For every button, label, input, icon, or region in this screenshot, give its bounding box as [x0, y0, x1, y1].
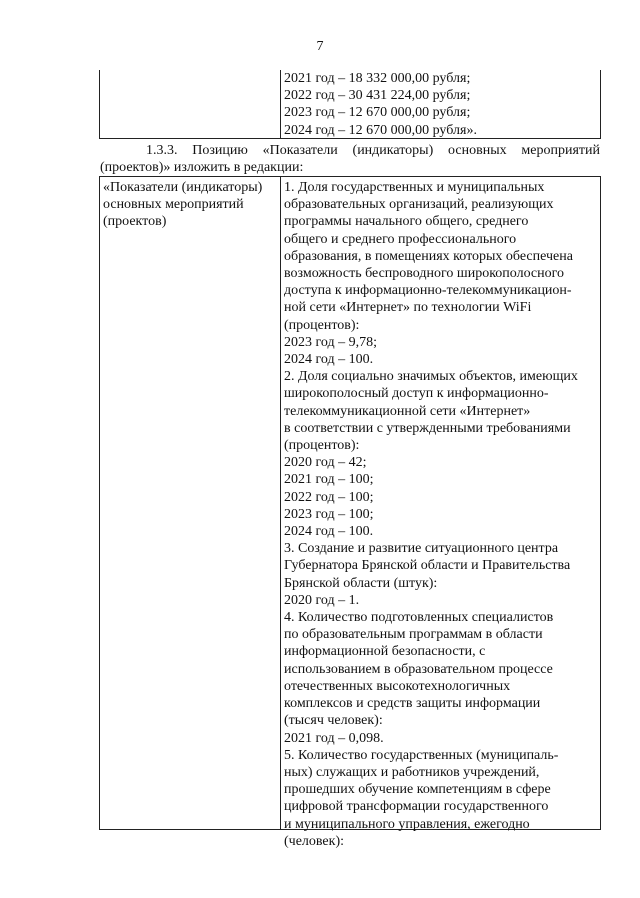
page-number: 7 — [316, 39, 324, 54]
indicator-line: 3. Создание и развитие ситуационного центра — [284, 541, 559, 557]
paragraph-word: «Показатели — [262, 143, 338, 158]
indicator-line: прошедших обучение компетенциям в сфере — [284, 782, 551, 798]
indicator-line: ных) служащих и работников учреждений, — [284, 764, 540, 780]
indicator-line: Брянской области (штук): — [284, 575, 438, 591]
indicators-label-cell — [103, 179, 262, 231]
indicator-line: комплексов и средств защиты информации — [284, 696, 541, 712]
indicator-line: информационной безопасности, с — [284, 644, 486, 660]
indicator-line: и муниципального управления, ежегодно — [284, 816, 530, 832]
indicators-table — [99, 176, 601, 849]
indicator-line: 2. Доля социально значимых объектов, имеющих — [284, 369, 578, 385]
indicator-line: 5. Количество государственных (муниципаль- — [284, 747, 559, 763]
indicator-line: возможность беспроводного широкополосного — [284, 266, 565, 282]
indicator-line: 2023 год – 100; — [284, 506, 374, 522]
indicator-line: 2023 год – 9,78; — [284, 334, 378, 350]
paragraph-word: (индикаторы) — [352, 143, 434, 158]
indicator-line: доступа к информационно-телекоммуникацион- — [284, 283, 572, 299]
indicator-line: ной сети «Интернет» по технологии WiFi — [284, 300, 532, 316]
indicator-line: 2024 год – 100. — [284, 524, 374, 540]
indicator-line: цифровой трансформации государственного — [284, 799, 549, 815]
top-table-fragment — [99, 70, 601, 139]
indicator-line: (человек): — [284, 833, 344, 849]
indicator-line: программы начального общего, среднего — [284, 214, 529, 230]
indicator-line: 2020 год – 42; — [284, 455, 367, 471]
funding-line: 2023 год – 12 670 000,00 рубля; — [284, 105, 471, 121]
indicator-line: 2024 год – 100. — [284, 352, 374, 368]
indicators-content-cell — [284, 179, 578, 850]
indicator-line: широкополосный доступ к информационно- — [284, 386, 549, 402]
indicator-line: 2021 год – 0,098. — [284, 730, 384, 746]
label-line: (проектов) — [103, 214, 167, 230]
indicator-line: образования, в помещениях которых обеспечена — [284, 248, 573, 264]
indicator-line: общего и среднего профессионального — [284, 231, 517, 247]
indicator-line: отечественных высокотехнологичных — [284, 678, 511, 694]
funding-line: 2021 год – 18 332 000,00 рубля; — [284, 71, 471, 86]
column-divider — [280, 70, 281, 138]
indicator-line: по образовательным программам в области — [284, 627, 543, 643]
funding-line: 2022 год – 30 431 224,00 рубля; — [284, 88, 471, 104]
paragraph-word: мероприятий — [521, 143, 600, 158]
paragraph-word: 1.3.3. — [146, 143, 178, 158]
indicator-line: в соответствии с утвержденными требованиями — [284, 420, 571, 436]
paragraph-line-1 — [100, 142, 600, 159]
indicator-line: использованием в образовательном процессе — [284, 661, 553, 677]
label-line: основных мероприятий — [103, 197, 244, 213]
amendment-paragraph — [100, 142, 600, 176]
top-table-right-cell — [284, 70, 477, 139]
indicator-line: 4. Количество подготовленных специалистов — [284, 610, 554, 626]
indicator-line: образовательных организаций, реализующих — [284, 197, 554, 213]
indicator-line: телекоммуникационной сети «Интернет» — [284, 403, 531, 419]
indicator-line: 1. Доля государственных и муниципальных — [284, 180, 545, 195]
indicator-line: Губернатора Брянской области и Правительства — [284, 558, 571, 574]
label-line: «Показатели (индикаторы) — [103, 180, 263, 195]
indicator-line: 2020 год – 1. — [284, 592, 360, 608]
funding-line: 2024 год – 12 670 000,00 рубля». — [284, 122, 477, 138]
indicator-line: (процентов): — [284, 438, 360, 454]
paragraph-line-2: (проектов)» изложить в редакции: — [100, 160, 304, 176]
indicator-line: 2021 год – 100; — [284, 472, 374, 488]
indicator-line: (тысяч человек): — [284, 713, 383, 729]
indicator-line: (процентов): — [284, 317, 360, 333]
paragraph-word: основных — [448, 143, 507, 158]
column-divider — [280, 177, 281, 829]
paragraph-word: Позицию — [192, 143, 248, 158]
indicator-line: 2022 год – 100; — [284, 489, 374, 505]
